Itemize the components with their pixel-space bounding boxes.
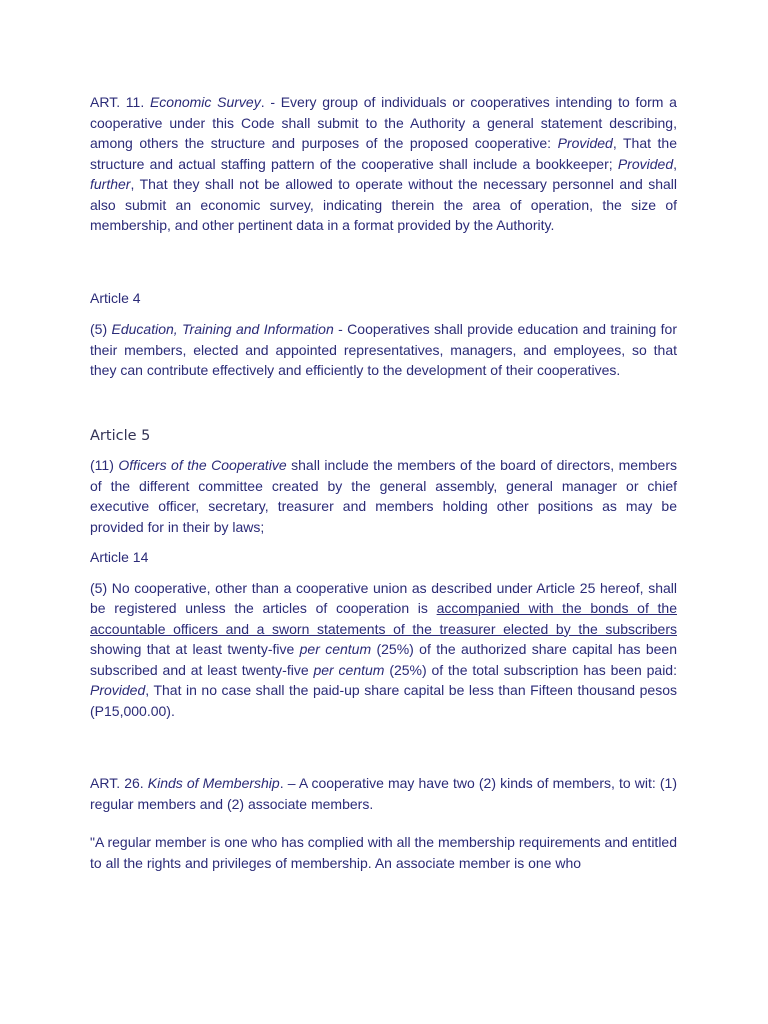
article-14-heading: Article 14 bbox=[90, 549, 149, 565]
article-5-heading: Article 5 bbox=[90, 427, 151, 444]
art-11-text-1: . - Every group of individuals or cooperatives intending to form a cooperative under this Code shall submit to the Authority a general statement describing, among others the structure and purposes of the proposed cooperative: bbox=[90, 94, 677, 151]
article-5-paragraph bbox=[90, 455, 677, 537]
art-26-body: . – A cooperative may have two (2) kinds of members, to wit: (1) regular members and (2) associate members. bbox=[90, 775, 677, 812]
article-4-title: Education, Training and Information bbox=[111, 321, 334, 337]
article-14-underlined-text: accompanied with the bonds of the accountable officers and a sworn statements of the treasurer elected by the subscribers bbox=[90, 600, 677, 637]
article-5-prefix: (11) bbox=[90, 457, 119, 473]
article-14-paragraph bbox=[90, 578, 677, 722]
art-11-further: further bbox=[90, 176, 131, 192]
art-11-comma: , bbox=[673, 155, 677, 172]
document-page bbox=[90, 92, 677, 873]
article-14-text-5: , That in no case shall the paid-up share capital be less than Fifteen thousand pesos (P15,000.00). bbox=[90, 682, 677, 719]
art-26-title: Kinds of Membership bbox=[147, 775, 280, 791]
article-5-body: shall include the members of the board of directors, members of the different committee created by the general assembly, general manager or chief executive officer, secretary, treasurer and members holding other positions as may be provided for in their by laws; bbox=[90, 457, 677, 535]
article-4-body: - Cooperatives shall provide education and training for their members, elected and appointed representatives, managers, and employees, so that they can contribute effectively and efficiently to the development of their cooperatives. bbox=[90, 321, 678, 378]
art-11-title: Economic Survey bbox=[149, 94, 261, 110]
art-11-provided-1: Provided bbox=[557, 135, 613, 151]
article-14-text-4: (25%) of the total subscription has been paid: bbox=[384, 661, 677, 678]
article-14-text-3: (25%) of the authorized share capital has been subscribed and at least twenty-five bbox=[90, 641, 677, 678]
art-26-prefix: ART. 26. bbox=[90, 775, 148, 791]
art-11-paragraph bbox=[90, 92, 677, 236]
art-11-text-2: , That the structure and actual staffing pattern of the cooperative shall include a bookkeeper; bbox=[90, 135, 677, 172]
article-4-prefix: (5) bbox=[90, 321, 112, 337]
article-4-heading: Article 4 bbox=[90, 289, 141, 306]
art-11-prefix: ART. 11. bbox=[90, 94, 150, 110]
article-14-provided: Provided bbox=[90, 682, 146, 698]
art-11-text-3: , That they shall not be allowed to operate without the necessary personnel and shall also submit an economic survey, indicating therein the area of operation, the size of membership, and other pertinent data in a format provided by the Authority. bbox=[90, 176, 677, 233]
article-5-title: Officers of the Cooperative bbox=[118, 457, 287, 473]
art-11-provided-2: Provided bbox=[617, 155, 674, 172]
article-14-per-centum-2: per centum bbox=[313, 661, 385, 678]
article-14-text-2: showing that at least twenty-five bbox=[90, 641, 300, 657]
article-14-text-1: (5) No cooperative, other than a cooperative union as described under Article 25 hereof, shall be registered unless the articles of cooperation is bbox=[90, 579, 677, 616]
art-26-quote-paragraph: "A regular member is one who has complied with all the membership requirements and entitled to all the rights and privileges of membership. An associate member is one who bbox=[90, 834, 677, 871]
art-26-paragraph bbox=[90, 773, 677, 814]
article-4-paragraph bbox=[90, 319, 677, 381]
article-14-per-centum-1: per centum bbox=[299, 641, 372, 657]
